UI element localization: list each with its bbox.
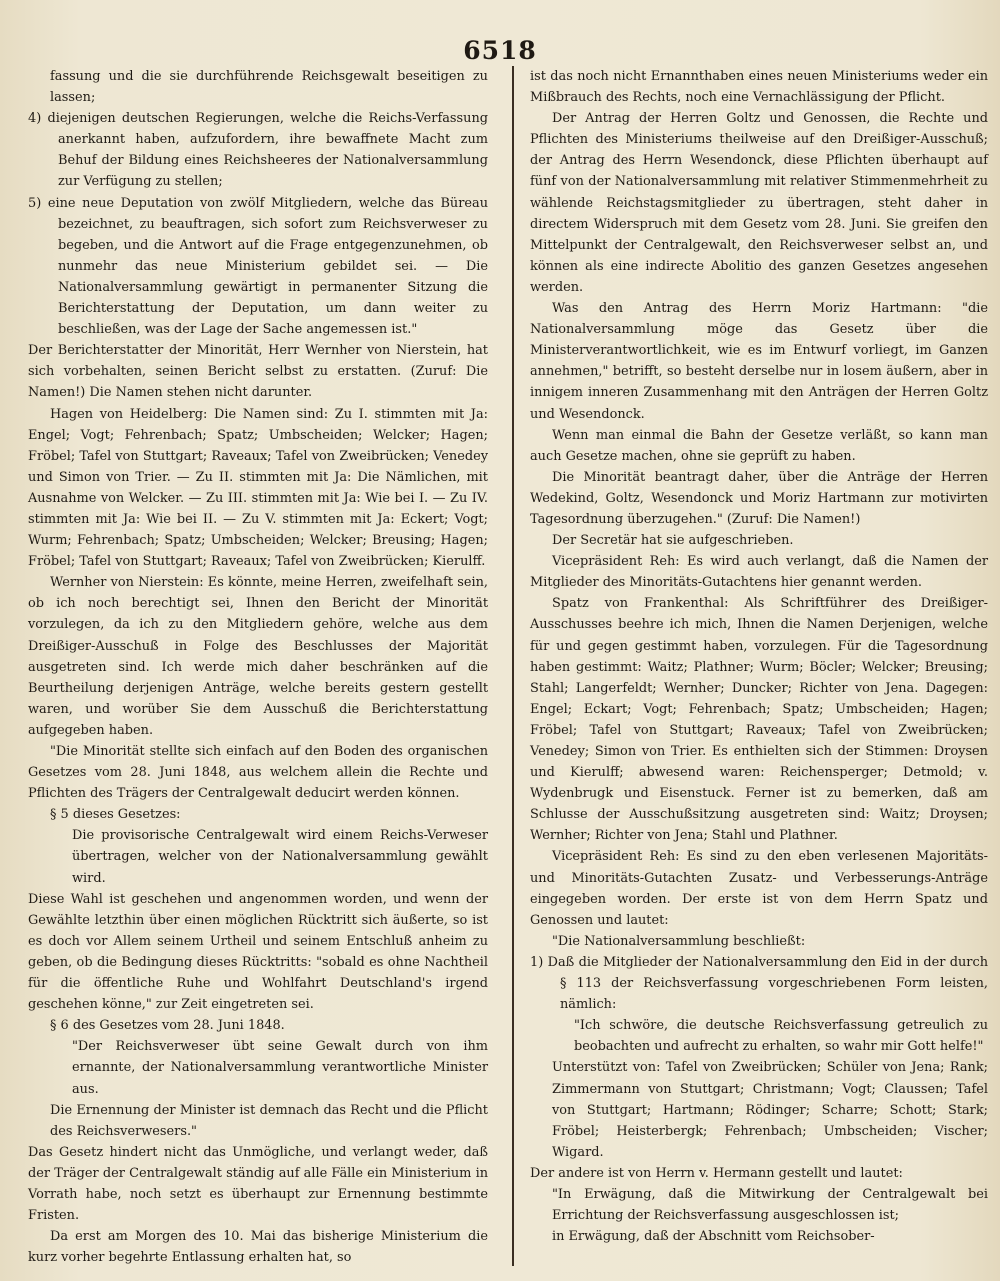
- page-number: 6518: [463, 36, 537, 65]
- speaker-paragraph: Wernher von Nierstein: Es könnte, meine Herren, zweifelhaft sein, ob ich noch berechtigt sei, Ihnen den Bericht der Minorität vorzulegen, da ich zu den Mitgliedern gehöre, welche aus dem Dreißiger-Ausschuß in Folge des Beschlusses der Majorität ausgetreten sind. Ich werde mich daher beschränken auf die Beurtheilung derjenigen Anträge, welche bereits gestern gestellt waren, und worüber Sie dem Ausschuß die Berichterstattung aufgegeben haben.: [28, 575, 488, 738]
- quote-paragraph: "Die Minorität stellte sich einfach auf den Boden des organischen Gesetzes vom 28. Juni 1848, aus welchem allein die Rechte und Pflichten des Trägers der Centralgewalt deducirt werden können.: [28, 744, 488, 802]
- column-divider: [512, 66, 514, 1266]
- paragraph: Der Berichterstatter der Minorität, Herr Wernher von Nierstein, hat sich vorbehalten, seinen Bericht selbst zu erstatten. (Zuruf: Die Namen!) Die Namen stehen nicht darunter.: [28, 343, 488, 401]
- right-column: [530, 66, 988, 1247]
- quote-paragraph: "Die Nationalversammlung beschließt:: [552, 933, 806, 949]
- speaker-paragraph: Vicepräsident Reh: Es wird auch verlangt, daß die Namen der Mitglieder des Minoritäts-Gutachtens hier genannt werden.: [530, 554, 988, 591]
- quote-paragraph: in Erwägung, daß der Abschnitt vom Reichsober-: [552, 1229, 875, 1245]
- quote-paragraph: "In Erwägung, daß die Mitwirkung der Centralgewalt bei Errichtung der Reichsverfassung ausgeschlossen ist;: [552, 1186, 988, 1224]
- quote-paragraph: Die provisorische Centralgewalt wird einem Reichs-Verweser übertragen, welcher von der Nationalversammlung gewählt wird.: [72, 828, 488, 886]
- paragraph: Der Antrag der Herren Goltz und Genossen, die Rechte und Pflichten des Ministeriums theilweise auf den Dreißiger-Ausschuß; der Antrag des Herrn Wesendonck, diese Pflichten überhaupt auf fünf von der Nationalversammlung mit relativer Stimmenmehrheit zu wählende Reichstagsmitglieder zu übertragen, steht daher in directem Widerspruch mit dem Gesetz vom 28. Juni. Sie greifen den Mittelpunkt der Centralgewalt, den Reichsverweser selbst an, und können als eine indirecte Abolitio des ganzen Gesetzes angesehen werden.: [530, 111, 988, 295]
- paragraph: Was den Antrag des Herrn Moriz Hartmann: "die Nationalversammlung möge das Gesetz über die Ministerverantwortlichkeit, wie es im Entwurf vorliegt, im Ganzen annehmen," betrifft, so besteht derselbe nur in losem äußern, aber in innigem inneren Zusammenhang mit den Anträgen der Herren Goltz und Wesendonck.: [530, 301, 988, 422]
- speaker-paragraph: Hagen von Heidelberg: Die Namen sind: Zu I. stimmten mit Ja: Engel; Vogt; Fehrenbach; Spatz; Umbscheiden; Welcker; Hagen; Fröbel; Tafel von Stuttgart; Raveaux; Tafel von Zweibrücken; Venedey und Simon von Trier. — Zu II. stimmten mit Ja: Die Nämlichen, mit Ausnahme von Welcker. — Zu III. stimmten mit Ja: Wie bei I. — Zu IV. stimmten mit Ja: Wie bei II. — Zu V. stimmten mit Ja: Eckert; Vogt; Wurm; Fehrenbach; Spatz; Umbscheiden; Welcker; Breusing; Hagen; Fröbel; Tafel von Stuttgart; Raveaux; Tafel von Zweibrücken; Kierulff.: [28, 406, 488, 570]
- quote-paragraph: "Der Reichsverweser übt seine Gewalt durch von ihm ernannte, der Nationalversammlung verantwortliche Minister aus.: [72, 1039, 488, 1097]
- speaker-paragraph: Spatz von Frankenthal: Als Schriftführer des Dreißiger-Ausschusses beehre ich mich, Ihnen die Namen Derjenigen, welche für und gegen gestimmt haben, vorzulegen. Für die Tagesordnung haben gestimmt: Waitz; Plathner; Wurm; Böcler; Welcker; Breusing; Stahl; Langerfeldt; Wernher; Duncker; Richter von Jena. Dagegen: Engel; Eckart; Vogt; Fehrenbach; Spatz; Umbscheiden; Hagen; Fröbel; Tafel von Stuttgart; Raveaux; Tafel von Zweibrücken; Venedey; Simon von Trier. Es enthielten sich der Stimmen: Droysen und Kierulff; abwesend waren: Reichensperger; Detmold; v. Wydenbrugk und Eisenstuck. Ferner ist zu bemerken, daß am Schlusse der Ausschußsitzung ausgetreten sind: Waitz; Droysen; Wernher; Richter von Jena; Stahl und Plathner.: [530, 596, 988, 844]
- paragraph: Der Secretär hat sie aufgeschrieben.: [552, 533, 794, 549]
- paragraph: Wenn man einmal die Bahn der Gesetze verläßt, so kann man auch Gesetze machen, ohne sie geprüft zu haben.: [530, 427, 988, 464]
- paragraph: Diese Wahl ist geschehen und angenommen worden, und wenn der Gewählte letzthin über einen möglichen Rücktritt sich äußerte, so ist es doch vor Allem seinem Urtheil und seinem Entschluß anheim zu geben, ob die Bedingung dieses Rücktritts: "sobald es ohne Nachtheil für die öffentliche Ruhe und Wohlfahrt Deutschland's irgend geschehen könne," zur Zeit eingetreten sei.: [28, 891, 488, 1013]
- paragraph: ist das noch nicht Ernannthaben eines neuen Ministeriums weder ein Mißbrauch des Rechts, noch eine Vernachlässigung der Pflicht.: [530, 69, 988, 106]
- section-reference: § 5 dieses Gesetzes:: [50, 807, 181, 823]
- left-column: [28, 66, 488, 1268]
- paragraph: Das Gesetz hindert nicht das Unmögliche, und verlangt weder, daß der Träger der Centralgewalt ständig auf alle Fälle ein Ministerium in Vorrath habe, noch setzt es überhaupt zur Ernennung bestimmte Fristen.: [28, 1144, 488, 1224]
- speaker-paragraph: Vicepräsident Reh: Es sind zu den eben verlesenen Majoritäts- und Minoritäts-Gutachten Zusatz- und Verbesserungs-Anträge eingegeben worden. Der erste ist von dem Herrn Spatz und Genossen und lautet:: [530, 849, 988, 928]
- paragraph: Die Minorität beantragt daher, über die Anträge der Herren Wedekind, Goltz, Wesendonck und Moriz Hartmann zur motivirten Tagesordnung überzugehen." (Zuruf: Die Namen!): [530, 469, 988, 527]
- paragraph: Da erst am Morgen des 10. Mai das bisherige Ministerium die kurz vorher begehrte Entlassung erhalten hat, so: [28, 1229, 488, 1266]
- quote-paragraph: "Ich schwöre, die deutsche Reichsverfassung getreulich zu beobachten und aufrecht zu erhalten, so wahr mir Gott helfe!": [574, 1018, 988, 1055]
- section-reference: § 6 des Gesetzes vom 28. Juni 1848.: [50, 1018, 285, 1034]
- numbered-item: 5) eine neue Deputation von zwölf Mitgliedern, welche das Büreau bezeichnet, zu beauftragen, sich sofort zum Reichsverweser zu begeben, und die Antwort auf die Frage entgegenzunehmen, ob nunmehr das neue Ministerium gebildet sei. — Die Nationalversammlung gewärtigt in permanenter Sitzung die Berichterstattung der Deputation, um dann weiter zu beschließen, was der Lage der Sache angemessen ist.": [28, 195, 488, 338]
- numbered-item: 4) diejenigen deutschen Regierungen, welche die Reichs-Verfassung anerkannt haben, aufzufordern, ihre bewaffnete Macht zum Behuf der Bildung eines Reichsheeres der Nationalversammlung zur Verfügung zu stellen;: [28, 111, 488, 190]
- numbered-item: 1) Daß die Mitglieder der Nationalversammlung den Eid in der durch § 113 der Reichsverfassung vorgeschriebenen Form leisten, nämlich:: [530, 954, 988, 1013]
- supporters-list: Unterstützt von: Tafel von Zweibrücken; Schüler von Jena; Rank; Zimmermann von Stuttgart; Christmann; Vogt; Claussen; Tafel von Stuttgart; Hartmann; Rödinger; Scharre; Schott; Stark; Fröbel; Heisterbergk; Fehrenbach; Umbscheiden; Vischer; Wigard.: [552, 1060, 988, 1160]
- quote-paragraph: Die Ernennung der Minister ist demnach das Recht und die Pflicht des Reichsverwesers.": [50, 1102, 488, 1139]
- paragraph: fassung und die sie durchführende Reichsgewalt beseitigen zu lassen;: [50, 69, 488, 106]
- paragraph: Der andere ist von Herrn v. Hermann gestellt und lautet:: [530, 1165, 903, 1181]
